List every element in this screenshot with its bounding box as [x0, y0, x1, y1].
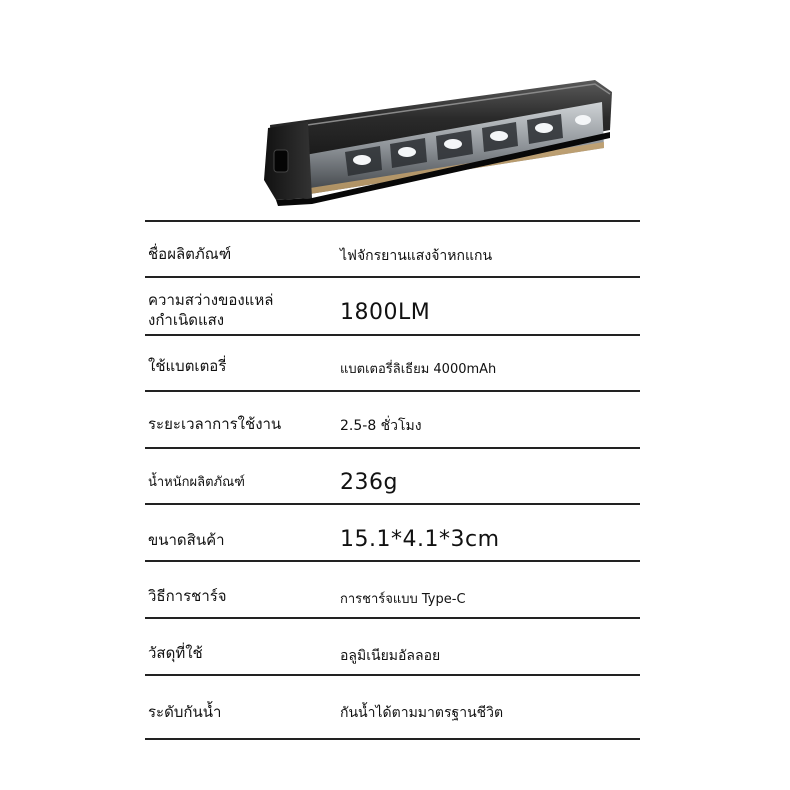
spec-row-weight — [145, 447, 640, 503]
spec-label: น้ำหนักผลิตภัณฑ์ — [148, 475, 245, 490]
spec-value: อลูมิเนียมอัลลอย — [340, 648, 441, 664]
spec-row-brightness — [145, 276, 640, 334]
spec-value: 2.5-8 ชั่วโมง — [340, 418, 422, 434]
row-divider — [145, 503, 640, 505]
spec-row-material — [145, 617, 640, 674]
spec-label: ระยะเวลาการใช้งาน — [148, 415, 282, 433]
row-divider — [145, 447, 640, 449]
spec-label: วิธีการชาร์จ — [148, 587, 227, 605]
spec-value: 15.1*4.1*3cm — [340, 527, 500, 552]
spec-label: วัสดุที่ใช้ — [148, 644, 203, 662]
bike-headlight-bar-image — [250, 70, 620, 220]
spec-value: 1800LM — [340, 300, 431, 325]
row-divider — [145, 220, 640, 222]
spec-label: ขนาดสินค้า — [148, 531, 225, 549]
spec-row-battery — [145, 334, 640, 390]
row-divider — [145, 674, 640, 676]
spec-row-product-name — [145, 220, 640, 276]
spec-label-line1: ความสว่างของแหล่ — [148, 291, 274, 309]
spec-row-waterproof — [145, 674, 640, 740]
spec-row-runtime — [145, 390, 640, 447]
spec-value: กันน้ำได้ตามมาตรฐานชีวิต — [340, 705, 504, 721]
spec-value: 236g — [340, 470, 398, 495]
row-divider — [145, 276, 640, 278]
spec-value: ไฟจักรยานแสงจ้าหกแกน — [340, 248, 493, 264]
spec-value: แบตเตอรี่ลิเธียม 4000mAh — [340, 362, 497, 377]
spec-label: ระดับกันน้ำ — [148, 703, 222, 721]
row-divider — [145, 390, 640, 392]
spec-row-size — [145, 503, 640, 560]
spec-value: การชาร์จแบบ Type-C — [340, 592, 466, 607]
row-divider — [145, 617, 640, 619]
spec-label: ชื่อผลิตภัณฑ์ — [148, 245, 232, 263]
spec-row-charging — [145, 560, 640, 617]
row-divider — [145, 738, 640, 740]
row-divider — [145, 334, 640, 336]
row-divider — [145, 560, 640, 562]
spec-label: ใช้แบตเตอรี่ — [148, 357, 227, 375]
spec-label-line2: งกำเนิดแสง — [148, 311, 225, 329]
